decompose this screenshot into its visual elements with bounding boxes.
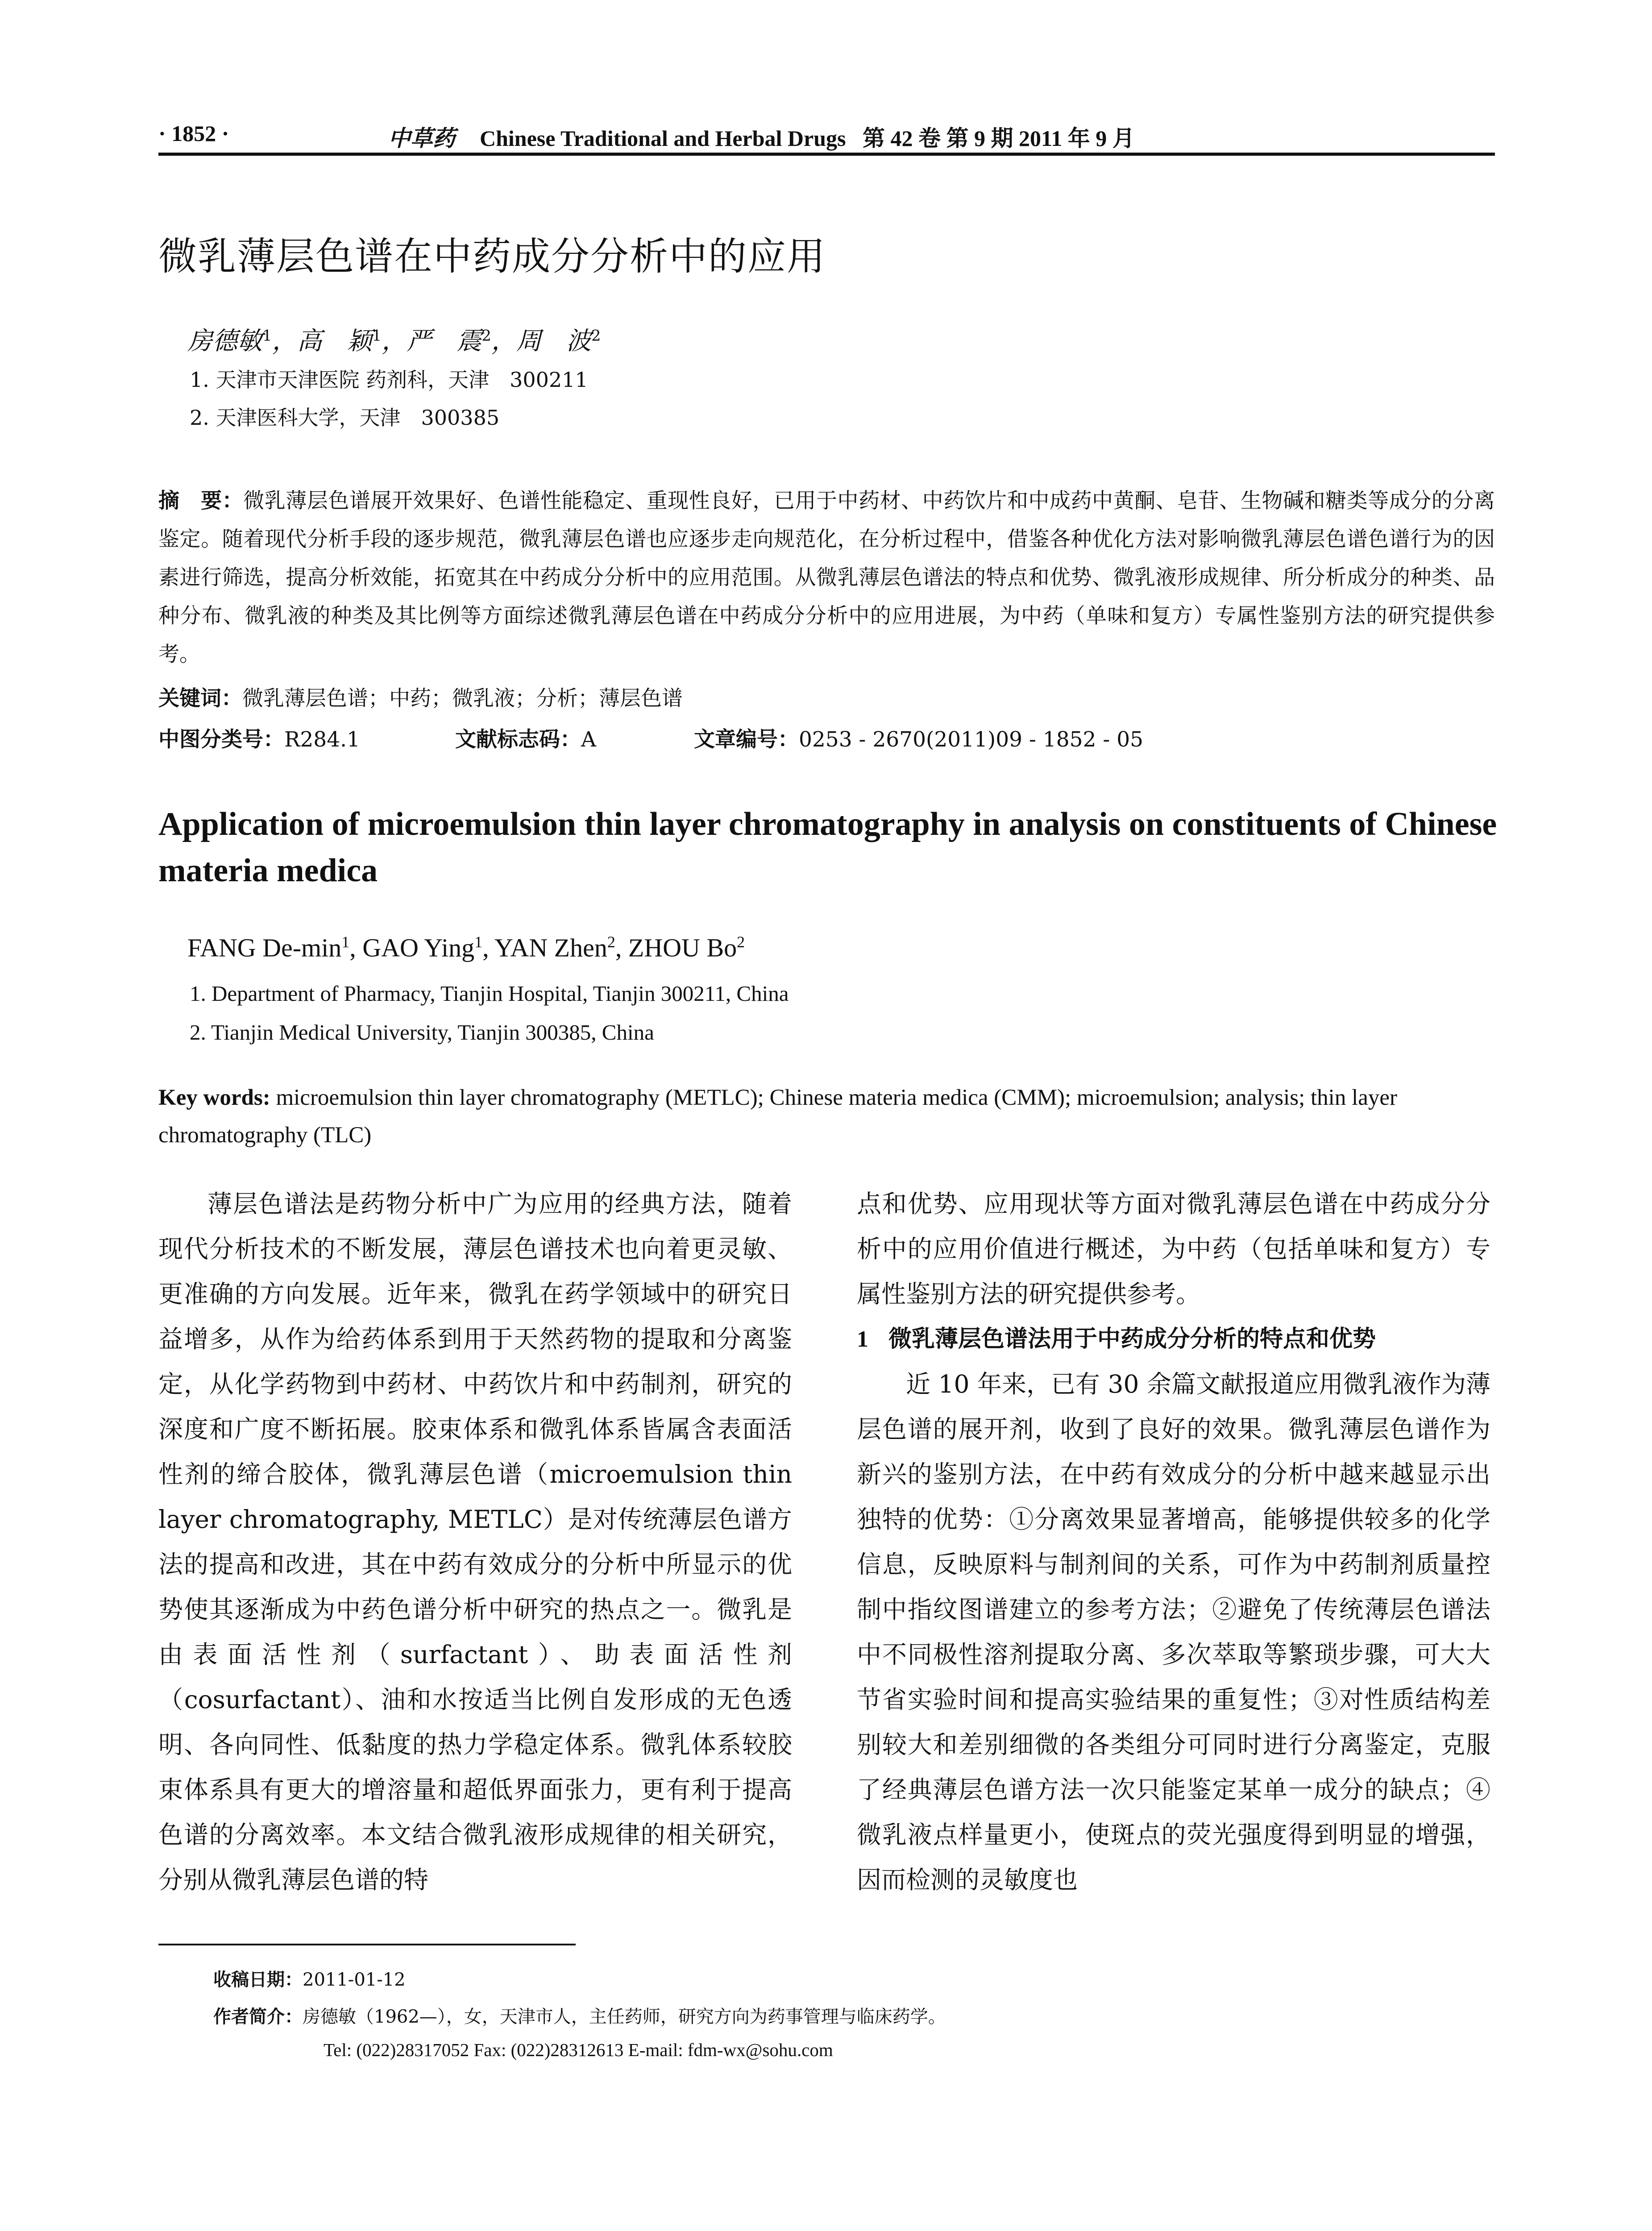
author-name: 严 震 [407, 327, 482, 356]
article-title-en: Application of microemulsion thin layer chromatography in analysis on constituents of Chinese materia medica [158, 806, 1497, 889]
document-code-label: 文献标志码： [455, 727, 581, 752]
author-name: 房德敏 [187, 327, 262, 356]
author-bio-value: 房德敏（1962—），女，天津市人，主任药师，研究方向为药事管理与临床药学。 [303, 2007, 946, 2027]
author-affiliation-mark: 2 [591, 327, 601, 345]
article-number-value: 0253 - 2670(2011)09 - 1852 - 05 [799, 727, 1144, 752]
keywords-cn [158, 682, 683, 712]
affiliation-cn: 2. 天津医科大学，天津 300385 [190, 406, 500, 430]
clc-number [158, 723, 360, 753]
keywords-label: 关键词： [158, 686, 242, 711]
author-affiliation-mark: 2 [737, 933, 745, 951]
article-number [694, 723, 1143, 753]
abstract-label: 摘 要： [158, 489, 244, 513]
body-paragraph-continued: 点和优势、应用现状等方面对微乳薄层色谱在中药成分分析中的应用价值进行概述，为中药（包括单味和复方）专属性鉴别方法的研究提供参考。 [857, 1190, 1490, 1308]
author-name: 高 颖 [297, 327, 372, 356]
section-number: 1 [857, 1327, 868, 1352]
received-date [213, 1966, 406, 1991]
author-name: YAN Zhen [494, 933, 607, 962]
author-affiliation-mark: 2 [607, 933, 615, 951]
body-paragraph: 近 10 年来，已有 30 余篇文献报道应用微乳液作为薄层色谱的展开剂，收到了良好的效果。微乳薄层色谱作为新兴的鉴别方法，在中药有效成分的分析中越来越显示出独特的优势：①分离效果显著增高，能够提供较多的化学信息，反映原料与制剂间的关系，可作为中药制剂质量控制中指纹图谱建立的参考方法；②避免了传统薄层色谱法中不同极性溶剂提取分离、多次萃取等繁琐步骤，可大大节省实验时间和提高实验结果的重复性；③对性质结构差别较大和差别细微的各类组分可同时进行分离鉴定，克服了经典薄层色谱方法一次只能鉴定某单一成分的缺点；④微乳液点样量更小，使斑点的荧光强度得到明显的增强，因而检测的灵敏度也 [857, 1370, 1490, 1894]
header-divider [158, 153, 1495, 156]
author-affiliation-mark: 1 [262, 327, 272, 345]
journal-issue: 第 42 卷 第 9 期 2011 年 9 月 [862, 126, 1135, 151]
author-contact: Tel: (022)28317052 Fax: (022)28312613 E-mail: fdm-wx@sohu.com [324, 2040, 833, 2060]
article-title-cn: 微乳薄层色谱在中药成分分析中的应用 [158, 234, 826, 279]
affiliation-en: 2. Tianjin Medical University, Tianjin 300385, China [190, 1020, 654, 1045]
author-affiliation-mark: 1 [372, 327, 382, 345]
body-paragraph: 薄层色谱法是药物分析中广为应用的经典方法，随着现代分析技术的不断发展，薄层色谱技术也向着更灵敏、更准确的方向发展。近年来，微乳在药学领域中的研究日益增多，从作为给药体系到用于天然药物的提取和分离鉴定，从化学药物到中药材、中药饮片和中药制剂，研究的深度和广度不断拓展。胶束体系和微乳体系皆属含表面活性剂的缔合胶体，微乳薄层色谱（microemulsion thin layer chromatography, METLC）是对传统薄层色谱方法的提高和改进，其在中药有效成分的分析中所显示的优势使其逐渐成为中药色谱分析中研究的热点之一。微乳是由表面活性剂（surfactant）、助表面活性剂（cosurfactant）、油和水按适当比例自发形成的无色透明、各向同性、低黏度的热力学稳定体系。微乳体系较胶束体系具有更大的增溶量和超低界面张力，更有利于提高色谱的分离效率。本文结合微乳液形成规律的相关研究，分别从微乳薄层色谱的特 [158, 1190, 792, 1894]
body-column-left [158, 1182, 792, 1903]
clc-label: 中图分类号： [158, 727, 284, 752]
abstract-cn [158, 482, 1495, 674]
clc-value: R284.1 [284, 727, 360, 752]
page-number: · 1852 · [158, 121, 229, 146]
author-list-en: FANG $De-\min^1$, GAO Ying$^1$, YAN Zhen$^2$, ZHOU Bo$^2$ [187, 933, 745, 962]
author-bio-label: 作者简介： [213, 2007, 303, 2027]
article-number-label: 文章编号： [694, 727, 799, 752]
author-list-cn: 房德敏$^1$，高 颖$^1$，严 震$^2$，周 波$^2$ [187, 327, 601, 356]
author-affiliation-mark: 1 [341, 933, 350, 951]
keywords-en-text: microemulsion thin layer chromatography (METLC); Chinese materia medica (CMM); microemulsion; analysis; thin layer chromatography (TLC) [158, 1085, 1398, 1148]
section-heading [857, 1317, 1490, 1362]
footnote-divider [158, 1944, 576, 1945]
author-name: FANG De-min [187, 933, 342, 962]
section-title: 微乳薄层色谱法用于中药成分分析的特点和优势 [888, 1326, 1376, 1352]
keywords-text: 微乳薄层色谱；中药；微乳液；分析；薄层色谱 [242, 686, 683, 711]
author-name: 周 波 [516, 327, 591, 356]
body-column-right [857, 1182, 1490, 1903]
keywords-en [158, 1079, 1488, 1154]
keywords-en-label: Key words: [158, 1085, 270, 1110]
running-header [158, 117, 1495, 149]
received-value: 2011-01-12 [303, 1970, 406, 1990]
author-name: ZHOU Bo [628, 933, 737, 962]
received-label: 收稿日期： [213, 1970, 303, 1990]
author-bio [213, 2003, 946, 2028]
abstract-text: 微乳薄层色谱展开效果好、色谱性能稳定、重现性良好，已用于中药材、中药饮片和中成药中黄酮、皂苷、生物碱和糖类等成分的分离鉴定。随着现代分析手段的逐步规范，微乳薄层色谱也应逐步走向规范化，在分析过程中，借鉴各种优化方法对影响微乳薄层色谱色谱行为的因素进行筛选，提高分析效能，拓宽其在中药成分分析中的应用范围。从微乳薄层色谱法的特点和优势、微乳液形成规律、所分析成分的种类、品种分布、微乳液的种类及其比例等方面综述微乳薄层色谱在中药成分分析中的应用进展，为中药（单味和复方）专属性鉴别方法的研究提供参考。 [158, 489, 1495, 667]
author-name: GAO Ying [362, 933, 475, 962]
journal-title [388, 120, 1135, 153]
author-affiliation-mark: 1 [474, 933, 483, 951]
affiliation-cn: 1. 天津市天津医院 药剂科，天津 300211 [190, 368, 588, 392]
document-code-value: A [581, 727, 596, 752]
affiliation-en: 1. Department of Pharmacy, Tianjin Hospital, Tianjin 300211, China [190, 981, 789, 1006]
document-code [455, 723, 596, 753]
journal-title-en: Chinese Traditional and Herbal Drugs [480, 126, 846, 151]
journal-title-cn: 中草药 [388, 125, 455, 151]
author-affiliation-mark: 2 [481, 327, 491, 345]
